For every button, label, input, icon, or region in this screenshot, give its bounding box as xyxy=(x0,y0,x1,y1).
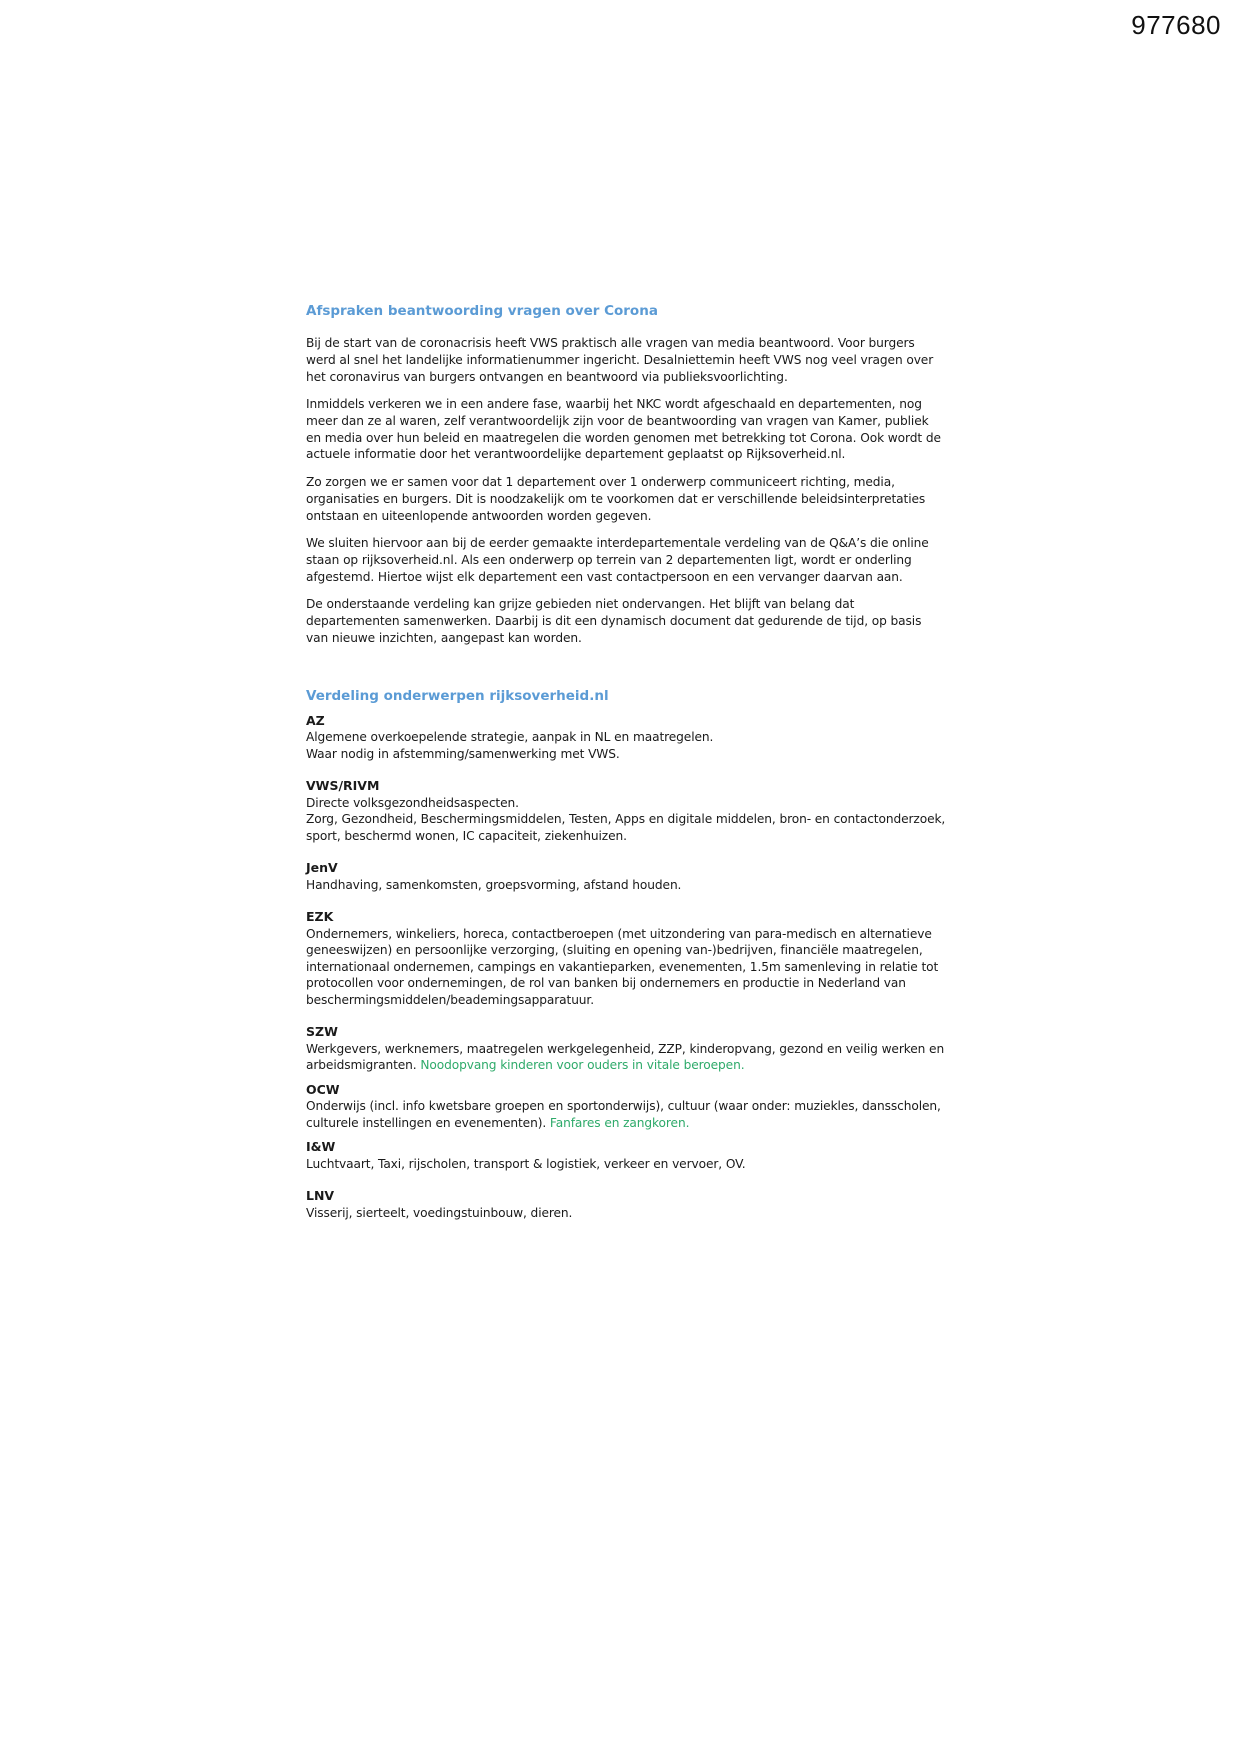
paragraph: Bij de start van de coronacrisis heeft VWS praktisch alle vragen van media beantwoord. Voor burgers werd al snel het landelijke informatienummer ingericht. Desalniettemin heeft VWS nog veel vragen over het coronavirus van burgers ontvangen en beantwoord via publieksvoorlichting. xyxy=(306,336,934,384)
topic-lnv xyxy=(306,1188,946,1221)
highlighted-text: Fanfares en zangkoren. xyxy=(549,1115,690,1130)
topic-ocw xyxy=(306,1082,946,1132)
topic-code: VWS/RIVM xyxy=(306,778,380,794)
topic-code: OCW xyxy=(306,1081,340,1097)
highlighted-text: Noodopvang kinderen voor ouders in vitale beroepen. xyxy=(420,1058,745,1073)
topic-line: Algemene overkoepelende strategie, aanpak in NL en maatregelen. xyxy=(306,730,714,745)
document-body xyxy=(306,303,946,1237)
topic-text: Werkgevers, werknemers, maatregelen werkgelegenheid, ZZP, kinderopvang, gezond en veilig werken en arbeidsmigranten. xyxy=(306,1041,945,1073)
topic-szw xyxy=(306,1024,946,1074)
paragraph: We sluiten hiervoor aan bij de eerder gemaakte interdepartementale verdeling van de Q&A’s die online staan op rijksoverheid.nl. Als een onderwerp op terrein van 2 departementen ligt, wordt er onderling afgestemd. Hiertoe wijst elk departement een vast contactpersoon en een vervanger daarvan aan. xyxy=(306,536,929,584)
topic-line xyxy=(306,1098,946,1131)
topic-line: Waar nodig in afstemming/samenwerking met VWS. xyxy=(306,746,620,761)
paragraph: Inmiddels verkeren we in een andere fase, waarbij het NKC wordt afgeschaald en departementen, nog meer dan ze al waren, zelf verantwoordelijk zijn voor de beantwoording van vragen van Kamer, publiek en media over hun beleid en maatregelen die worden genomen met betrekking tot Corona. Ook wordt de actuele informatie door het verantwoordelijke departement geplaatst op Rijksoverheid.nl. xyxy=(306,397,941,462)
topic-line: Zorg, Gezondheid, Beschermingsmiddelen, Testen, Apps en digitale middelen, bron- en contactonderzoek, sport, beschermd wonen, IC capaciteit, ziekenhuizen. xyxy=(306,812,946,843)
section-heading-afspraken: Afspraken beantwoording vragen over Corona xyxy=(306,303,658,319)
topic-list xyxy=(306,713,946,1222)
topic-code: EZK xyxy=(306,909,334,925)
topic-az xyxy=(306,713,946,763)
topic-code: I&W xyxy=(306,1139,336,1155)
intro-paragraphs xyxy=(306,335,946,646)
topic-vws-rivm xyxy=(306,778,946,844)
document-number: 977680 xyxy=(1131,10,1221,40)
topic-iw xyxy=(306,1139,946,1172)
topic-code: SZW xyxy=(306,1024,338,1040)
topic-line: Ondernemers, winkeliers, horeca, contactberoepen (met uitzondering van para-medisch en alternatieve geneeswijzen) en persoonlijke verzorging, (sluiting en opening van-)bedrijven, financiële maatregelen, internationaal ondernemen, campings en vakantieparken, evenementen, 1.5m samenleving in relatie tot protocollen voor ondernemingen, de rol van banken bij ondernemers en productie in Nederland van beschermingsmiddelen/beademingsapparatuur. xyxy=(306,926,939,1007)
topic-jenv xyxy=(306,860,946,893)
topic-line: Luchtvaart, Taxi, rijscholen, transport & logistiek, verkeer en vervoer, OV. xyxy=(306,1156,746,1171)
paragraph: De onderstaande verdeling kan grijze gebieden niet ondervangen. Het blijft van belang dat departementen samenwerken. Daarbij is dit een dynamisch document dat gedurende de tijd, op basis van nieuwe inzichten, aangepast kan worden. xyxy=(306,597,922,645)
topic-line: Visserij, sierteelt, voedingstuinbouw, dieren. xyxy=(306,1205,573,1220)
topic-code: LNV xyxy=(306,1188,335,1204)
topic-ezk xyxy=(306,909,946,1008)
topic-line: Directe volksgezondheidsaspecten. xyxy=(306,795,519,810)
section-spacer xyxy=(306,657,946,688)
topic-code: JenV xyxy=(306,860,338,876)
topic-code: AZ xyxy=(306,712,325,728)
topic-line xyxy=(306,1041,946,1074)
paragraph: Zo zorgen we er samen voor dat 1 departement over 1 onderwerp communiceert richting, media, organisaties en burgers. Dit is noodzakelijk om te voorkomen dat er verschillende beleidsinterpretaties ontstaan en uiteenlopende antwoorden worden gegeven. xyxy=(306,475,926,523)
topic-text: Onderwijs (incl. info kwetsbare groepen en sportonderwijs), cultuur (waar onder: muziekles, dansscholen, culturele instellingen en evenementen). xyxy=(306,1099,941,1130)
topic-line: Handhaving, samenkomsten, groepsvorming, afstand houden. xyxy=(306,877,682,892)
section-heading-verdeling: Verdeling onderwerpen rijksoverheid.nl xyxy=(306,688,609,705)
